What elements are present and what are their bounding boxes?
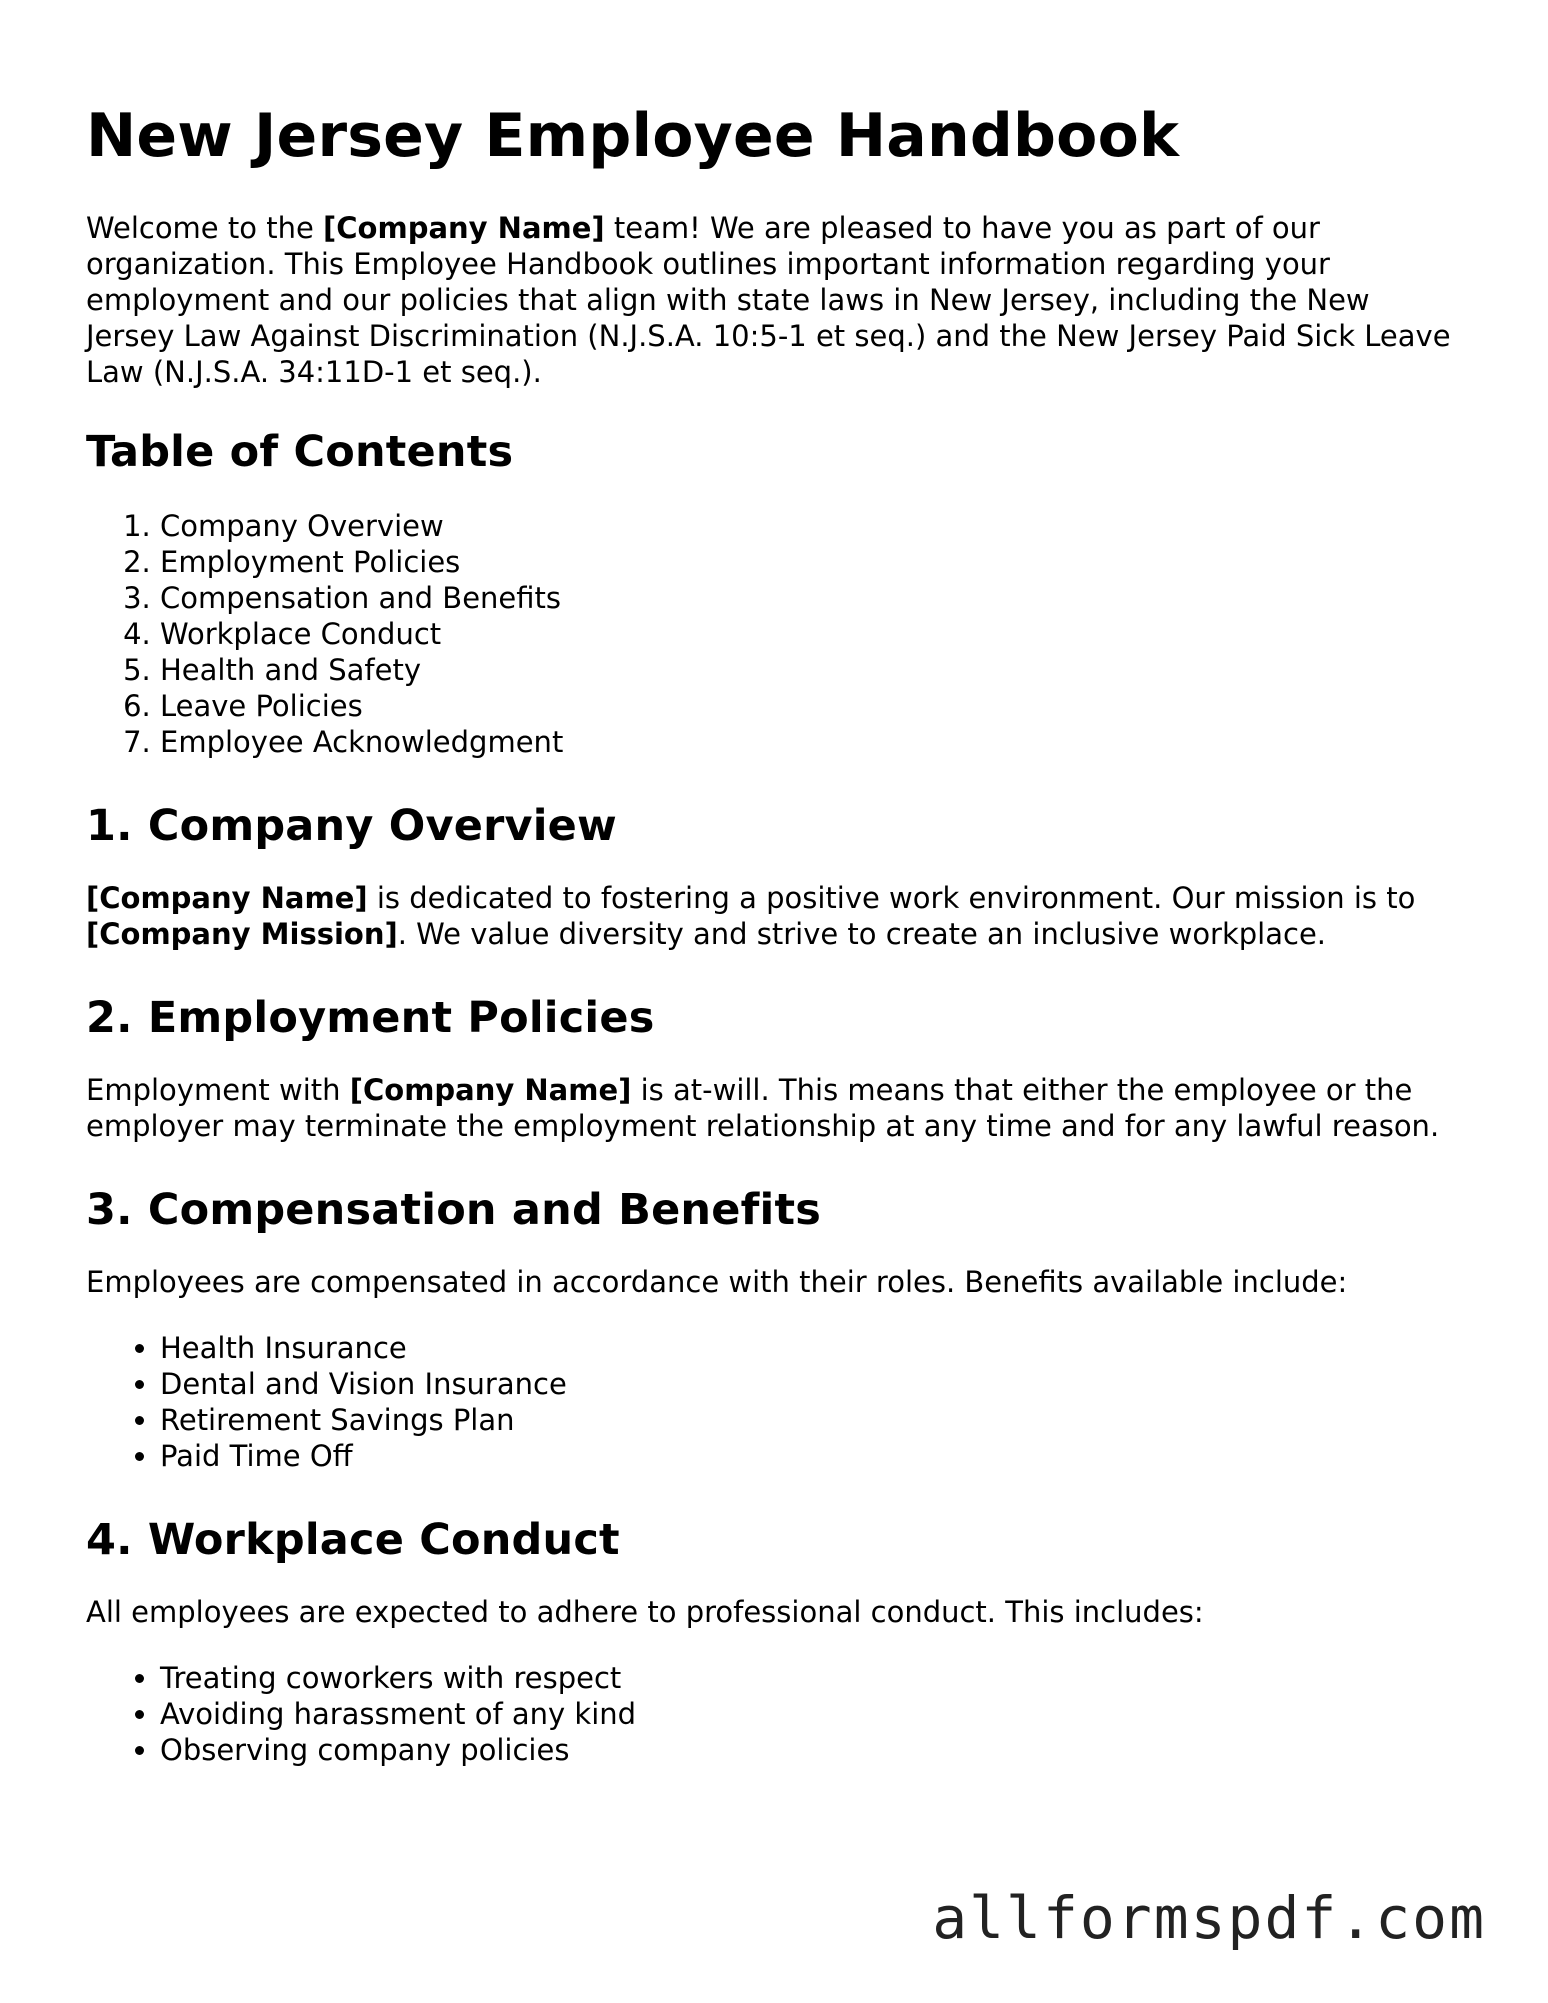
company-name-placeholder: [Company Name] — [349, 1073, 632, 1107]
policies-text-end: is at-will. This means that either the employee or the employer may terminate the employment relationship at any time and for any lawful reason. — [86, 1073, 1440, 1143]
section-heading-workplace-conduct: 4. Workplace Conduct — [86, 1515, 620, 1565]
company-overview-paragraph — [86, 880, 1466, 952]
policies-text-start: Employment with — [86, 1073, 350, 1107]
list-item: • Avoiding harassment of any kind — [160, 1696, 1466, 1732]
section-heading-company-overview: 1. Company Overview — [86, 801, 617, 851]
list-item: • Paid Time Off — [160, 1438, 1466, 1474]
toc-item: 5. Health and Safety — [160, 652, 1466, 688]
intro-text-start: Welcome to the — [86, 211, 324, 245]
toc-item: 7. Employee Acknowledgment — [160, 724, 1466, 760]
list-item: • Dental and Vision Insurance — [160, 1366, 1466, 1402]
compensation-paragraph: Employees are compensated in accordance with their roles. Benefits available include: — [86, 1265, 1348, 1299]
section-heading-compensation: 3. Compensation and Benefits — [86, 1185, 822, 1235]
watermark: allformspdf.com — [932, 1884, 1486, 1952]
company-name-placeholder: [Company Name] — [86, 881, 368, 915]
list-item: • Treating coworkers with respect — [160, 1660, 1466, 1696]
section-heading-employment-policies: 2. Employment Policies — [86, 993, 655, 1043]
toc-item: 4. Workplace Conduct — [160, 616, 1466, 652]
company-name-placeholder: [Company Name] — [323, 211, 605, 245]
list-item: • Retirement Savings Plan — [160, 1402, 1466, 1438]
toc-item: 2. Employment Policies — [160, 544, 1466, 580]
benefits-list — [86, 1330, 1466, 1474]
toc-item: 1. Company Overview — [160, 508, 1466, 544]
document-page — [86, 100, 1466, 1808]
list-item: • Health Insurance — [160, 1330, 1466, 1366]
list-item: • Observing company policies — [160, 1732, 1466, 1768]
page-title: New Jersey Employee Handbook — [86, 101, 1180, 171]
employment-policies-paragraph — [86, 1072, 1466, 1144]
toc-heading: Table of Contents — [86, 427, 514, 477]
intro-paragraph — [86, 210, 1466, 390]
company-mission-placeholder: [Company Mission] — [86, 917, 398, 951]
conduct-list — [86, 1660, 1466, 1768]
overview-text-end: . We value diversity and strive to create an inclusive workplace. — [397, 917, 1327, 951]
toc-list — [86, 508, 1466, 760]
toc-item: 3. Compensation and Benefits — [160, 580, 1466, 616]
overview-text: is dedicated to fostering a positive work environment. Our mission is to — [367, 881, 1416, 915]
intro-text-end: team! We are pleased to have you as part of our organization. This Employee Handbook outlines important information regarding your employment and our policies that align with state laws in New Jersey, including the New Jersey Law Against Discrimination (N.J.S.A. 10:5-1 et seq.) and the New Jersey Paid Sick Leave Law (N.J.S.A. 34:11D-1 et seq.). — [86, 211, 1451, 389]
workplace-conduct-paragraph: All employees are expected to adhere to professional conduct. This includes: — [86, 1595, 1204, 1629]
toc-item: 6. Leave Policies — [160, 688, 1466, 724]
